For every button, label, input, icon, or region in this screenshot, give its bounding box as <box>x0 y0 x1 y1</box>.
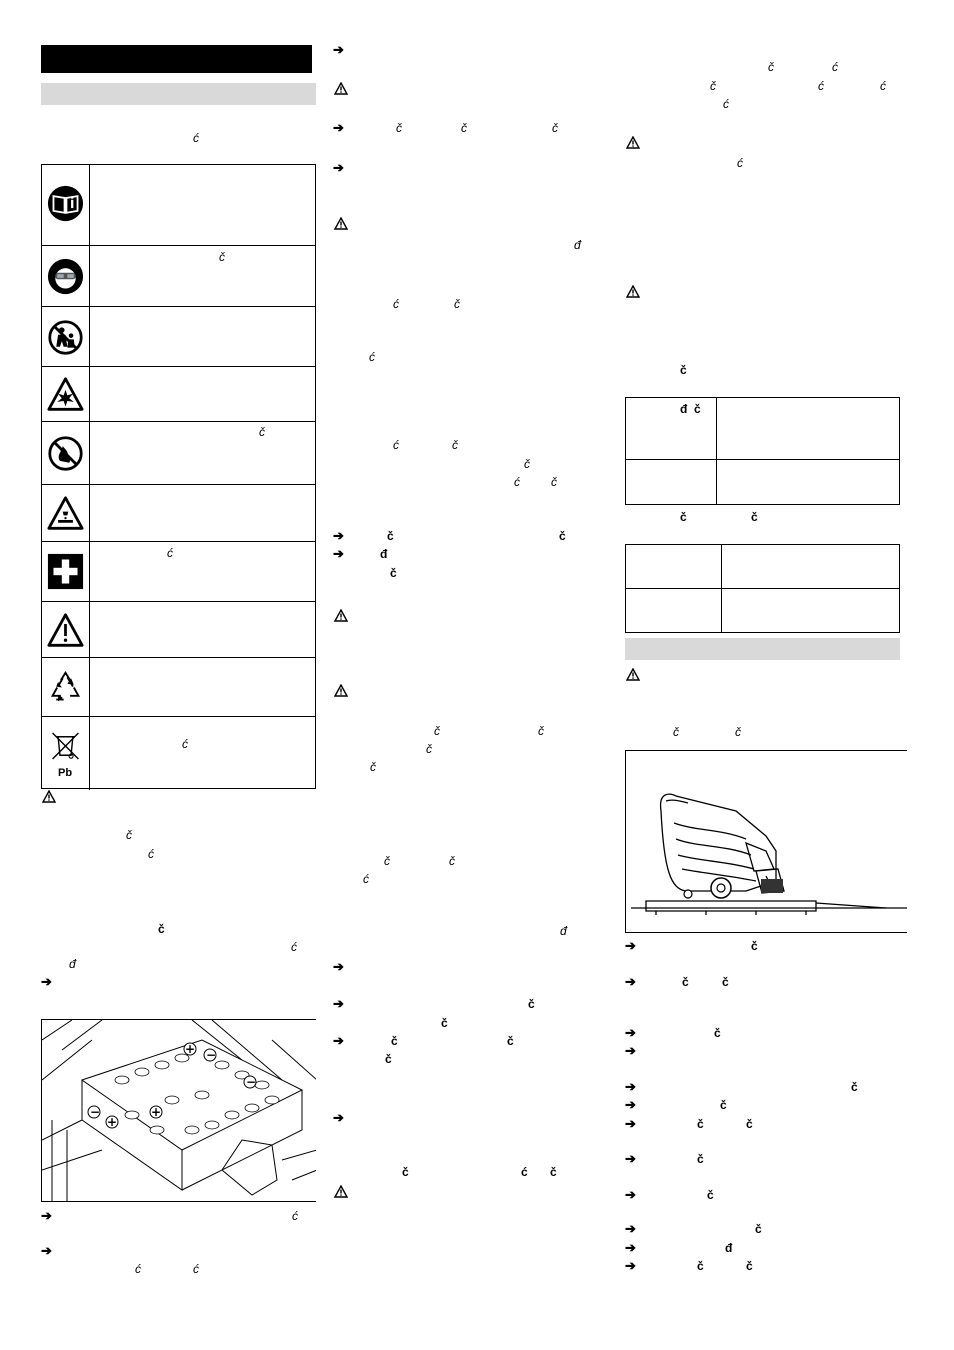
text-glyph: č <box>755 1222 762 1236</box>
crossed-bin-pb-icon <box>47 731 84 761</box>
no-fire-no-smoking-icon <box>47 435 84 472</box>
text-glyph: č <box>452 438 458 452</box>
arrow-bullet: ➔ <box>625 1079 636 1094</box>
text-glyph: č <box>551 475 557 489</box>
warning-triangle-icon <box>334 684 348 697</box>
arrow-bullet: ➔ <box>41 1208 52 1223</box>
text-glyph: č <box>720 1098 727 1112</box>
minus-terminal-label: − <box>246 1075 257 1089</box>
arrow-bullet: ➔ <box>625 1187 636 1202</box>
text-glyph: đ <box>574 238 581 252</box>
text-glyph: č <box>707 1188 714 1202</box>
symbol-row <box>42 165 315 245</box>
text-glyph: ć <box>363 872 369 886</box>
arrow-bullet: ➔ <box>333 959 344 974</box>
warning-triangle-icon <box>334 1185 348 1198</box>
text-glyph: č <box>449 854 455 868</box>
arrow-bullet: ➔ <box>625 1025 636 1040</box>
symbol-row <box>42 716 315 790</box>
arrow-bullet: ➔ <box>333 160 344 175</box>
first-aid-cross-icon <box>47 553 84 590</box>
explosion-warning-icon <box>47 376 84 413</box>
text-glyph: č <box>391 1034 398 1048</box>
text-glyph: č <box>507 1034 514 1048</box>
text-glyph: č <box>697 1259 704 1273</box>
text-glyph: č <box>259 425 265 439</box>
arrow-bullet: ➔ <box>333 996 344 1011</box>
subsection-title-bar <box>41 83 316 105</box>
warning-triangle-icon <box>42 790 56 803</box>
warning-triangle-icon <box>626 668 640 681</box>
keep-children-away-icon <box>47 319 84 356</box>
warning-triangle-icon <box>334 609 348 622</box>
machine-on-pallet-illustration <box>626 751 907 933</box>
text-glyph: ć <box>393 297 399 311</box>
text-glyph: ć <box>723 97 729 111</box>
plus-terminal-label: + <box>151 1105 162 1119</box>
arrow-bullet: ➔ <box>41 1243 52 1258</box>
symbol-row <box>42 657 315 716</box>
text-glyph: č <box>722 975 729 989</box>
text-glyph: č <box>385 1052 392 1066</box>
text-glyph: č <box>746 1117 753 1131</box>
text-glyph: đ <box>725 1241 733 1255</box>
text-glyph: č <box>697 1152 704 1166</box>
text-glyph: č <box>434 724 440 738</box>
plus-terminal-label: + <box>107 1115 118 1129</box>
text-glyph: č <box>746 1259 753 1273</box>
arrow-bullet: ➔ <box>625 1116 636 1131</box>
text-glyph: č <box>552 121 558 135</box>
symbol-row <box>42 306 315 366</box>
arrow-bullet: ➔ <box>625 1221 636 1236</box>
battery-compartment-illustration <box>42 1020 316 1202</box>
text-glyph: č <box>559 529 566 543</box>
symbol-row <box>42 541 315 601</box>
text-glyph: č <box>390 566 397 580</box>
recycling-icon <box>47 669 84 706</box>
safety-goggles-icon <box>47 258 84 295</box>
arrow-bullet: ➔ <box>333 528 344 543</box>
arrow-bullet: ➔ <box>625 1043 636 1058</box>
arrow-bullet: ➔ <box>625 1258 636 1273</box>
arrow-bullet: ➔ <box>333 42 344 57</box>
plus-terminal-label: + <box>185 1042 196 1056</box>
symbol-row <box>42 245 315 306</box>
text-glyph: č <box>461 121 467 135</box>
text-glyph: č <box>538 724 544 738</box>
text-glyph: ć <box>521 1165 528 1179</box>
text-glyph: č <box>680 363 687 377</box>
text-glyph: đ <box>560 924 567 938</box>
arrow-bullet: ➔ <box>333 120 344 135</box>
text-glyph: č <box>710 79 716 93</box>
text-glyph: č <box>402 1165 409 1179</box>
text-glyph: đ <box>380 547 388 561</box>
text-glyph: ć <box>135 1262 141 1276</box>
arrow-bullet: ➔ <box>333 546 344 561</box>
symbol-row <box>42 421 315 484</box>
text-glyph: č <box>219 250 225 264</box>
text-glyph: ć <box>292 1209 298 1223</box>
arrow-bullet: ➔ <box>333 1110 344 1125</box>
symbol-table <box>41 164 316 789</box>
text-glyph: ć <box>148 847 154 861</box>
manual-book-icon <box>47 185 84 222</box>
text-glyph: č <box>680 510 687 524</box>
arrow-bullet: ➔ <box>625 1151 636 1166</box>
symbol-row <box>42 484 315 541</box>
arrow-bullet: ➔ <box>41 974 52 989</box>
text-glyph: ć <box>291 940 297 954</box>
text-glyph: č <box>384 854 390 868</box>
table-cell-text: đ č <box>680 402 701 416</box>
text-glyph: ć <box>369 350 375 364</box>
text-glyph: č <box>396 121 402 135</box>
text-glyph: č <box>714 1026 721 1040</box>
text-glyph: ć <box>167 546 173 560</box>
text-glyph: ć <box>193 131 199 145</box>
text-glyph: č <box>528 997 535 1011</box>
text-glyph: č <box>682 975 689 989</box>
warning-triangle-icon <box>626 136 640 149</box>
pb-label: Pb <box>58 767 73 779</box>
arrow-bullet: ➔ <box>625 1097 636 1112</box>
machine-unloading-figure <box>625 750 907 933</box>
text-glyph: č <box>441 1016 448 1030</box>
text-glyph: č <box>851 1080 858 1094</box>
text-glyph: č <box>550 1165 557 1179</box>
text-glyph: č <box>751 510 758 524</box>
arrow-bullet: ➔ <box>625 1240 636 1255</box>
symbol-row <box>42 601 315 657</box>
text-glyph: č <box>387 529 394 543</box>
symbol-row <box>42 366 315 421</box>
text-glyph: č <box>370 760 376 774</box>
battery-figure <box>41 1019 316 1202</box>
text-glyph: ć <box>737 156 743 170</box>
text-glyph: ć <box>182 737 188 751</box>
section-title-bar <box>41 45 312 73</box>
minus-terminal-label: − <box>90 1105 101 1119</box>
text-glyph: đ <box>69 957 76 971</box>
text-glyph: ć <box>393 438 399 452</box>
text-glyph: č <box>426 742 432 756</box>
text-glyph: č <box>158 922 165 936</box>
general-warning-icon <box>47 612 84 649</box>
text-glyph: č <box>768 60 774 74</box>
warning-triangle-icon <box>626 285 640 298</box>
text-glyph: č <box>524 457 530 471</box>
text-glyph: č <box>126 828 132 842</box>
warning-triangle-icon <box>334 217 348 230</box>
acid-corrosive-icon <box>47 495 84 532</box>
arrow-bullet: ➔ <box>333 1033 344 1048</box>
spec-table-1 <box>625 397 900 505</box>
text-glyph: ć <box>514 475 520 489</box>
spec-table-2 <box>625 544 900 633</box>
text-glyph: č <box>751 939 758 953</box>
subsection-title-bar <box>625 638 900 660</box>
arrow-bullet: ➔ <box>625 974 636 989</box>
text-glyph: ć <box>818 79 824 93</box>
text-glyph: ć <box>193 1262 199 1276</box>
text-glyph: č <box>697 1117 704 1131</box>
arrow-bullet: ➔ <box>625 938 636 953</box>
text-glyph: ć <box>880 79 886 93</box>
warning-triangle-icon <box>334 82 348 95</box>
text-glyph: č <box>673 725 679 739</box>
minus-terminal-label: − <box>206 1048 217 1062</box>
text-glyph: č <box>454 297 460 311</box>
text-glyph: ć <box>832 60 838 74</box>
text-glyph: č <box>735 725 741 739</box>
